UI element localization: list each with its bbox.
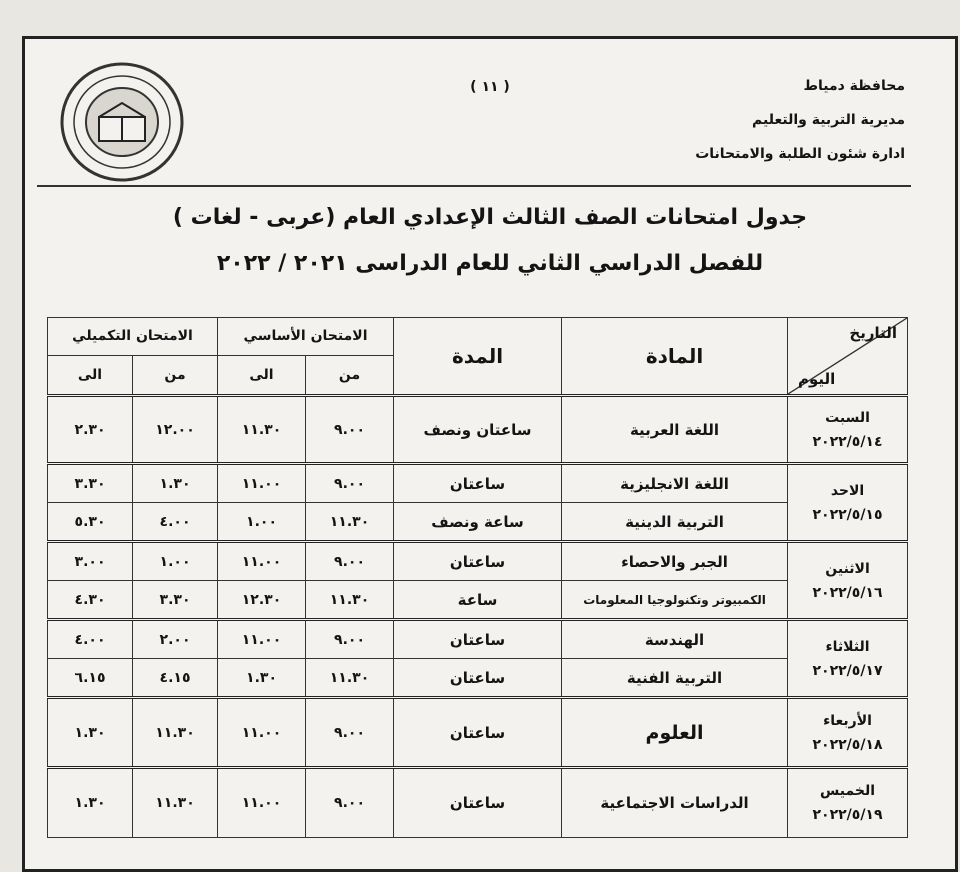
supp-from-cell: ١.٠٠ — [133, 542, 218, 581]
duration-cell: ساعتان — [394, 464, 562, 503]
supp-to-cell: ٥.٣٠ — [48, 503, 133, 542]
main-to-cell: ١١.٣٠ — [218, 396, 306, 464]
subject-cell: الدراسات الاجتماعية — [562, 768, 788, 838]
main-from-header: من — [306, 355, 394, 395]
table-row — [48, 659, 908, 698]
supp-from-cell: ٣.٣٠ — [133, 581, 218, 620]
supp-to-cell: ١.٣٠ — [48, 768, 133, 838]
supp-to-cell: ١.٣٠ — [48, 698, 133, 768]
duration-cell: ساعتان — [394, 768, 562, 838]
day-cell: السبت ٢٠٢٢/٥/١٤ — [788, 396, 908, 464]
table-row — [48, 698, 908, 768]
supp-exam-header: الامتحان التكميلي — [48, 318, 218, 356]
day-cell: الثلاثاء ٢٠٢٢/٥/١٧ — [788, 620, 908, 698]
page-number: ( ١١ ) — [470, 79, 510, 95]
exam-schedule-table — [47, 317, 908, 838]
main-from-cell: ٩.٠٠ — [306, 620, 394, 659]
table-row — [48, 464, 908, 503]
schedule-subtitle: للفصل الدراسي الثاني للعام الدراسى ٢٠٢١ / ٢٠٢٢ — [216, 251, 764, 276]
date-day-header — [788, 318, 908, 396]
main-from-cell: ١١.٣٠ — [306, 659, 394, 698]
table-row — [48, 620, 908, 659]
main-from-cell: ٩.٠٠ — [306, 768, 394, 838]
subject-cell: الهندسة — [562, 620, 788, 659]
governorate-label: محافظة دمياط — [803, 78, 905, 94]
supp-to-cell: ٦.١٥ — [48, 659, 133, 698]
subject-cell: العلوم — [562, 698, 788, 768]
subject-cell: اللغة الانجليزية — [562, 464, 788, 503]
duration-cell: ساعة — [394, 581, 562, 620]
table-row — [48, 396, 908, 464]
main-from-cell: ٩.٠٠ — [306, 464, 394, 503]
supp-from-cell: ٢.٠٠ — [133, 620, 218, 659]
main-to-header: الى — [218, 355, 306, 395]
subject-cell: التربية الفنية — [562, 659, 788, 698]
department-label: ادارة شئون الطلبة والامتحانات — [695, 146, 905, 162]
subject-header: المادة — [562, 318, 788, 396]
subject-cell: اللغة العربية — [562, 396, 788, 464]
ministry-logo-icon — [59, 59, 185, 185]
main-to-cell: ١١.٠٠ — [218, 768, 306, 838]
table-row — [48, 503, 908, 542]
main-from-cell: ٩.٠٠ — [306, 396, 394, 464]
main-to-cell: ١١.٠٠ — [218, 698, 306, 768]
header-divider — [37, 185, 911, 187]
subject-cell: الكمبيوتر وتكنولوجيا المعلومات — [562, 581, 788, 620]
main-to-cell: ١١.٠٠ — [218, 620, 306, 659]
duration-cell: ساعتان — [394, 698, 562, 768]
supp-from-cell: ٤.٠٠ — [133, 503, 218, 542]
supp-from-cell: ١١.٣٠ — [133, 768, 218, 838]
supp-to-cell: ٤.٠٠ — [48, 620, 133, 659]
supp-to-cell: ٤.٣٠ — [48, 581, 133, 620]
table-row — [48, 542, 908, 581]
duration-cell: ساعتان — [394, 659, 562, 698]
supp-to-cell: ٣.٣٠ — [48, 464, 133, 503]
duration-header: المدة — [394, 318, 562, 396]
main-to-cell: ١١.٠٠ — [218, 464, 306, 503]
main-from-cell: ٩.٠٠ — [306, 542, 394, 581]
day-cell: الاحد ٢٠٢٢/٥/١٥ — [788, 464, 908, 542]
supp-from-cell: ١١.٣٠ — [133, 698, 218, 768]
supp-to-cell: ٢.٣٠ — [48, 396, 133, 464]
duration-cell: ساعتان — [394, 542, 562, 581]
table-row — [48, 768, 908, 838]
schedule-title: جدول امتحانات الصف الثالث الإعدادي العام (عربى - لغات ) — [172, 205, 808, 230]
duration-cell: ساعتان — [394, 620, 562, 659]
date-header-label: التاريخ — [849, 324, 898, 342]
supp-from-cell: ١.٣٠ — [133, 464, 218, 503]
day-header-label: اليوم — [798, 370, 836, 388]
main-to-cell: ١.٣٠ — [218, 659, 306, 698]
supp-from-header: من — [133, 355, 218, 395]
main-from-cell: ١١.٣٠ — [306, 581, 394, 620]
table-row — [48, 581, 908, 620]
main-from-cell: ١١.٣٠ — [306, 503, 394, 542]
supp-from-cell: ٤.١٥ — [133, 659, 218, 698]
day-cell: الاثنين ٢٠٢٢/٥/١٦ — [788, 542, 908, 620]
day-cell: الخميس ٢٠٢٢/٥/١٩ — [788, 768, 908, 838]
supp-from-cell: ١٢.٠٠ — [133, 396, 218, 464]
duration-cell: ساعتان ونصف — [394, 396, 562, 464]
supp-to-header: الى — [48, 355, 133, 395]
main-exam-header: الامتحان الأساسي — [218, 318, 394, 356]
main-from-cell: ٩.٠٠ — [306, 698, 394, 768]
document-sheet — [22, 36, 958, 872]
subject-cell: الجبر والاحصاء — [562, 542, 788, 581]
directorate-label: مديرية التربية والتعليم — [752, 112, 905, 128]
header-block — [665, 69, 905, 171]
main-to-cell: ١.٠٠ — [218, 503, 306, 542]
duration-cell: ساعة ونصف — [394, 503, 562, 542]
day-cell: الأربعاء ٢٠٢٢/٥/١٨ — [788, 698, 908, 768]
subject-cell: التربية الدينية — [562, 503, 788, 542]
supp-to-cell: ٣.٠٠ — [48, 542, 133, 581]
main-to-cell: ١١.٠٠ — [218, 542, 306, 581]
main-to-cell: ١٢.٣٠ — [218, 581, 306, 620]
